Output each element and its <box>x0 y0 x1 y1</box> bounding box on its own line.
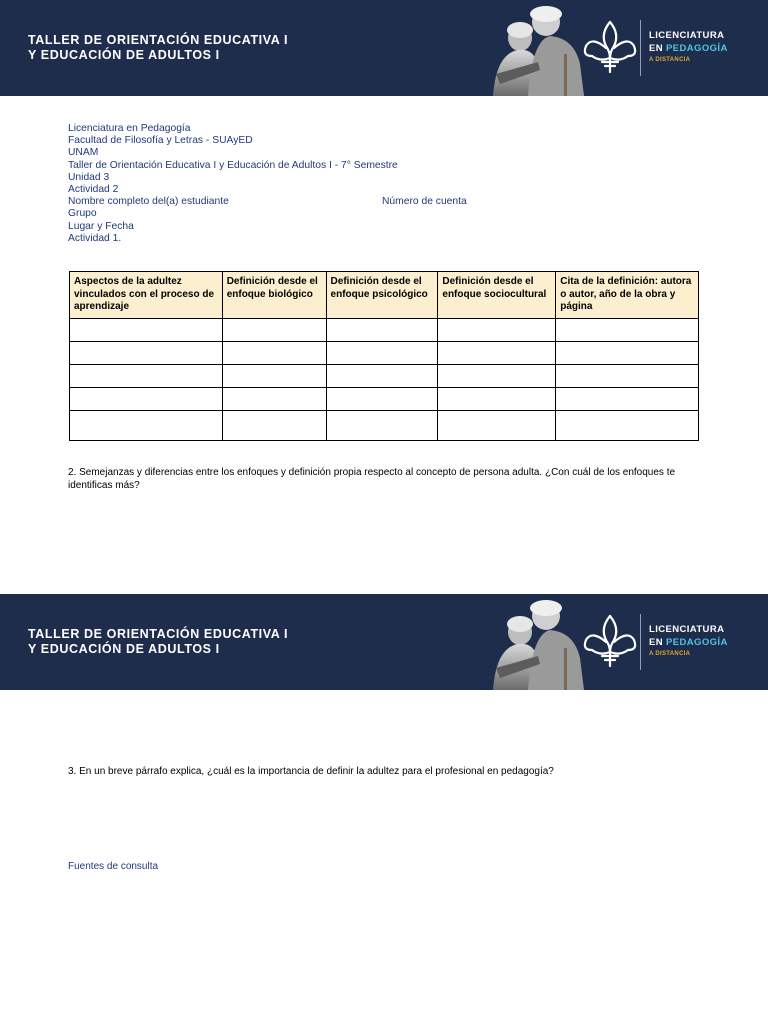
brand-line2-accent: PEDAGOGÍA <box>666 43 728 54</box>
course-title-line2: Y EDUCACIÓN DE ADULTOS I <box>28 48 220 62</box>
table-cell[interactable] <box>222 387 326 410</box>
table-cell[interactable] <box>556 341 699 364</box>
table-cell[interactable] <box>70 410 223 440</box>
brand-line2-accent: PEDAGOGÍA <box>666 637 728 648</box>
brand-divider <box>640 20 641 76</box>
table-cell[interactable] <box>70 364 223 387</box>
table-cell[interactable] <box>438 364 556 387</box>
table-cell[interactable] <box>326 410 438 440</box>
info-activity-1: Actividad 1. <box>68 232 122 244</box>
info-student-name: Nombre completo del(a) estudiante <box>68 196 229 208</box>
info-faculty: Facultad de Filosofía y Letras - SUAyED <box>68 135 253 147</box>
question-3: 3. En un breve párrafo explica, ¿cuál es la importancia de definir la adultez para el profesional en pedagogía? <box>68 766 554 777</box>
program-brand <box>649 29 728 65</box>
page-header-banner-2 <box>0 594 768 690</box>
sources-heading: Fuentes de consulta <box>68 861 159 872</box>
table-row <box>70 341 699 364</box>
activity-table <box>69 271 699 441</box>
fleur-de-lis-icon <box>582 612 638 670</box>
brand-line2-prefix: EN <box>649 637 667 648</box>
brand-line3: A DISTANCIA <box>649 57 691 63</box>
table-cell[interactable] <box>438 410 556 440</box>
table-cell[interactable] <box>326 341 438 364</box>
fleur-de-lis-icon <box>582 18 638 76</box>
header-citation: Cita de la definición: autora o autor, año de la obra y página <box>556 272 699 319</box>
header-sociocultural: Definición desde el enfoque sociocultural <box>438 272 556 319</box>
table-row <box>70 387 699 410</box>
table-cell[interactable] <box>438 341 556 364</box>
table-cell[interactable] <box>222 318 326 341</box>
student-info-block <box>68 123 467 245</box>
header-psychological: Definición desde el enfoque psicológico <box>326 272 438 319</box>
table-row <box>70 410 699 440</box>
info-student-row <box>68 196 467 208</box>
table-cell[interactable] <box>438 387 556 410</box>
table-cell[interactable] <box>326 318 438 341</box>
brand-line2 <box>649 636 728 649</box>
table-row <box>70 318 699 341</box>
question-2: 2. Semejanzas y diferencias entre los enfoques y definición propia respecto al concepto de persona adulta. ¿Con cuál de los enfoques te identificas más? <box>68 467 676 491</box>
table-cell[interactable] <box>70 387 223 410</box>
brand-line2-prefix: EN <box>649 43 667 54</box>
course-title <box>28 33 288 63</box>
table-cell[interactable] <box>556 410 699 440</box>
table-cell[interactable] <box>556 364 699 387</box>
brand-line1: LICENCIATURA <box>649 624 725 635</box>
brand-line3: A DISTANCIA <box>649 651 691 657</box>
table-cell[interactable] <box>70 318 223 341</box>
info-unit: Unidad 3 <box>68 171 110 183</box>
table-cell[interactable] <box>326 387 438 410</box>
info-activity: Actividad 2 <box>68 183 119 195</box>
course-title <box>28 627 288 657</box>
table-cell[interactable] <box>326 364 438 387</box>
table-header-row <box>70 272 699 319</box>
course-title-line1: TALLER DE ORIENTACIÓN EDUCATIVA I <box>28 33 289 47</box>
course-title-line2: Y EDUCACIÓN DE ADULTOS I <box>28 642 220 656</box>
info-account-number: Número de cuenta <box>382 196 467 208</box>
header-aspects: Aspectos de la adultez vinculados con el proceso de aprendizaje <box>70 272 223 319</box>
table-cell[interactable] <box>222 410 326 440</box>
table-cell[interactable] <box>556 387 699 410</box>
table-cell[interactable] <box>556 318 699 341</box>
program-brand <box>649 623 728 659</box>
brand-line2 <box>649 42 728 55</box>
table-cell[interactable] <box>222 364 326 387</box>
info-course: Taller de Orientación Educativa I y Educación de Adultos I - 7° Semestre <box>68 159 398 171</box>
brand-line1: LICENCIATURA <box>649 30 725 41</box>
info-university: UNAM <box>68 147 99 159</box>
table-cell[interactable] <box>222 341 326 364</box>
table-row <box>70 364 699 387</box>
info-program: Licenciatura en Pedagogía <box>68 123 191 134</box>
header-biological: Definición desde el enfoque biológico <box>222 272 326 319</box>
table-cell[interactable] <box>438 318 556 341</box>
page-header-banner <box>0 0 768 96</box>
info-place-date: Lugar y Fecha <box>68 220 134 232</box>
course-title-line1: TALLER DE ORIENTACIÓN EDUCATIVA I <box>28 627 289 641</box>
info-group: Grupo <box>68 208 97 220</box>
brand-divider <box>640 614 641 670</box>
table-cell[interactable] <box>70 341 223 364</box>
